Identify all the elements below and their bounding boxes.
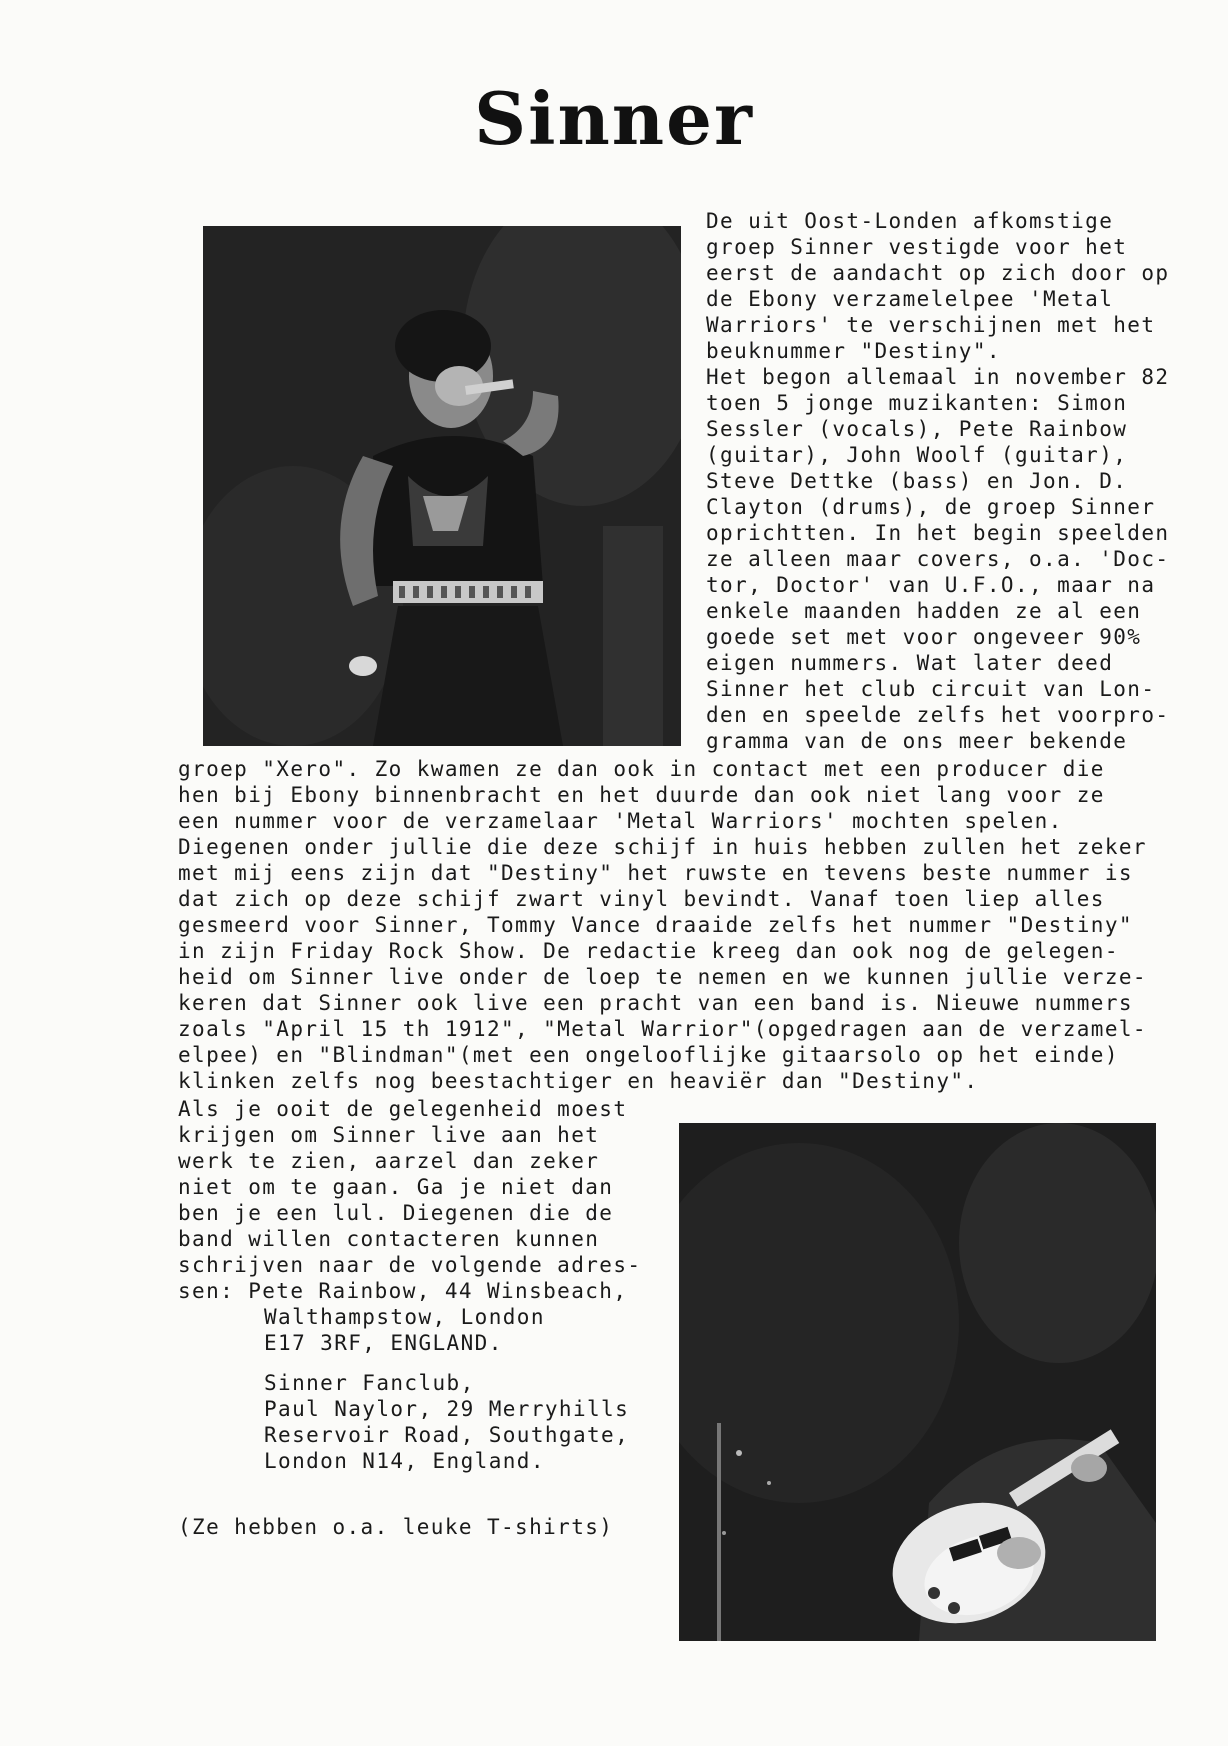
text-line: krijgen om Sinner live aan het: [178, 1123, 600, 1147]
text-line: sen: Pete Rainbow, 44 Winsbeach,: [178, 1279, 628, 1303]
text-line: gramma van de ons meer bekende: [706, 729, 1128, 753]
address-line: London N14, England.: [264, 1449, 545, 1473]
text-line: De uit Oost-Londen afkomstige: [706, 209, 1114, 233]
text-line: hen bij Ebony binnenbracht en het duurde dan ook niet lang voor ze: [178, 783, 1105, 807]
text-line: in zijn Friday Rock Show. De redactie kreeg dan ook nog de gelegen-: [178, 939, 1119, 963]
text-line: tor, Doctor' van U.F.O., maar na: [706, 573, 1156, 597]
text-line: groep "Xero". Zo kwamen ze dan ook in contact met een producer die: [178, 757, 1105, 781]
vocalist-photo: [203, 226, 681, 746]
text-line: Sinner het club circuit van Lon-: [706, 677, 1156, 701]
text-line: Steve Dettke (bass) en Jon. D.: [706, 469, 1128, 493]
guitarist-photo: [679, 1123, 1156, 1641]
text-line: enkele maanden hadden ze al een: [706, 599, 1142, 623]
address-line: E17 3RF, ENGLAND.: [264, 1331, 503, 1355]
text-line: den en speelde zelfs het voorpro-: [706, 703, 1170, 727]
text-line: de Ebony verzamelelpee 'Metal: [706, 287, 1114, 311]
text-line: zoals "April 15 th 1912", "Metal Warrior"(opgedragen aan de verzamel-: [178, 1017, 1147, 1041]
text-line: eigen nummers. Wat later deed: [706, 651, 1114, 675]
address-line: Paul Naylor, 29 Merryhills: [264, 1397, 630, 1421]
text-line: ze alleen maar covers, o.a. 'Doc-: [706, 547, 1170, 571]
text-line: gesmeerd voor Sinner, Tommy Vance draaide zelfs het nummer "Destiny": [178, 913, 1133, 937]
text-line: band willen contacteren kunnen: [178, 1227, 600, 1251]
address-line: Sinner Fanclub,: [264, 1371, 475, 1395]
text-line: Clayton (drums), de groep Sinner: [706, 495, 1156, 519]
text-line: keren dat Sinner ook live een pracht van een band is. Nieuwe nummers: [178, 991, 1133, 1015]
text-line: klinken zelfs nog beestachtiger en heaviër dan "Destiny".: [178, 1069, 979, 1093]
text-line: beuknummer "Destiny".: [706, 339, 1001, 363]
text-line: met mij eens zijn dat "Destiny" het ruwste en tevens beste nummer is: [178, 861, 1133, 885]
text-line: werk te zien, aarzel dan zeker: [178, 1149, 600, 1173]
text-line: niet om te gaan. Ga je niet dan: [178, 1175, 614, 1199]
text-line: schrijven naar de volgende adres-: [178, 1253, 642, 1277]
article-title: Sinner: [474, 76, 754, 161]
text-line: groep Sinner vestigde voor het: [706, 235, 1128, 259]
text-line: Warriors' te verschijnen met het: [706, 313, 1156, 337]
text-line: Sessler (vocals), Pete Rainbow: [706, 417, 1128, 441]
text-line: heid om Sinner live onder de loep te nemen en we kunnen jullie verze-: [178, 965, 1147, 989]
text-line: oprichtten. In het begin speelden: [706, 521, 1170, 545]
text-line: (guitar), John Woolf (guitar),: [706, 443, 1128, 467]
text-line: ben je een lul. Diegenen die de: [178, 1201, 614, 1225]
address-line: Reservoir Road, Southgate,: [264, 1423, 630, 1447]
address-line: Walthampstow, London: [264, 1305, 545, 1329]
text-line: een nummer voor de verzamelaar 'Metal Warriors' mochten spelen.: [178, 809, 1063, 833]
text-line: Als je ooit de gelegenheid moest: [178, 1097, 628, 1121]
text-line: dat zich op deze schijf zwart vinyl bevindt. Vanaf toen liep alles: [178, 887, 1105, 911]
footnote: (Ze hebben o.a. leuke T-shirts): [178, 1515, 614, 1539]
text-line: elpee) en "Blindman"(met een ongelooflijke gitaarsolo op het einde): [178, 1043, 1119, 1067]
text-line: Diegenen onder jullie die deze schijf in huis hebben zullen het zeker: [178, 835, 1147, 859]
text-line: goede set met voor ongeveer 90%: [706, 625, 1142, 649]
text-line: toen 5 jonge muzikanten: Simon: [706, 391, 1128, 415]
text-line: eerst de aandacht op zich door op: [706, 261, 1170, 285]
text-line: Het begon allemaal in november 82: [706, 365, 1170, 389]
